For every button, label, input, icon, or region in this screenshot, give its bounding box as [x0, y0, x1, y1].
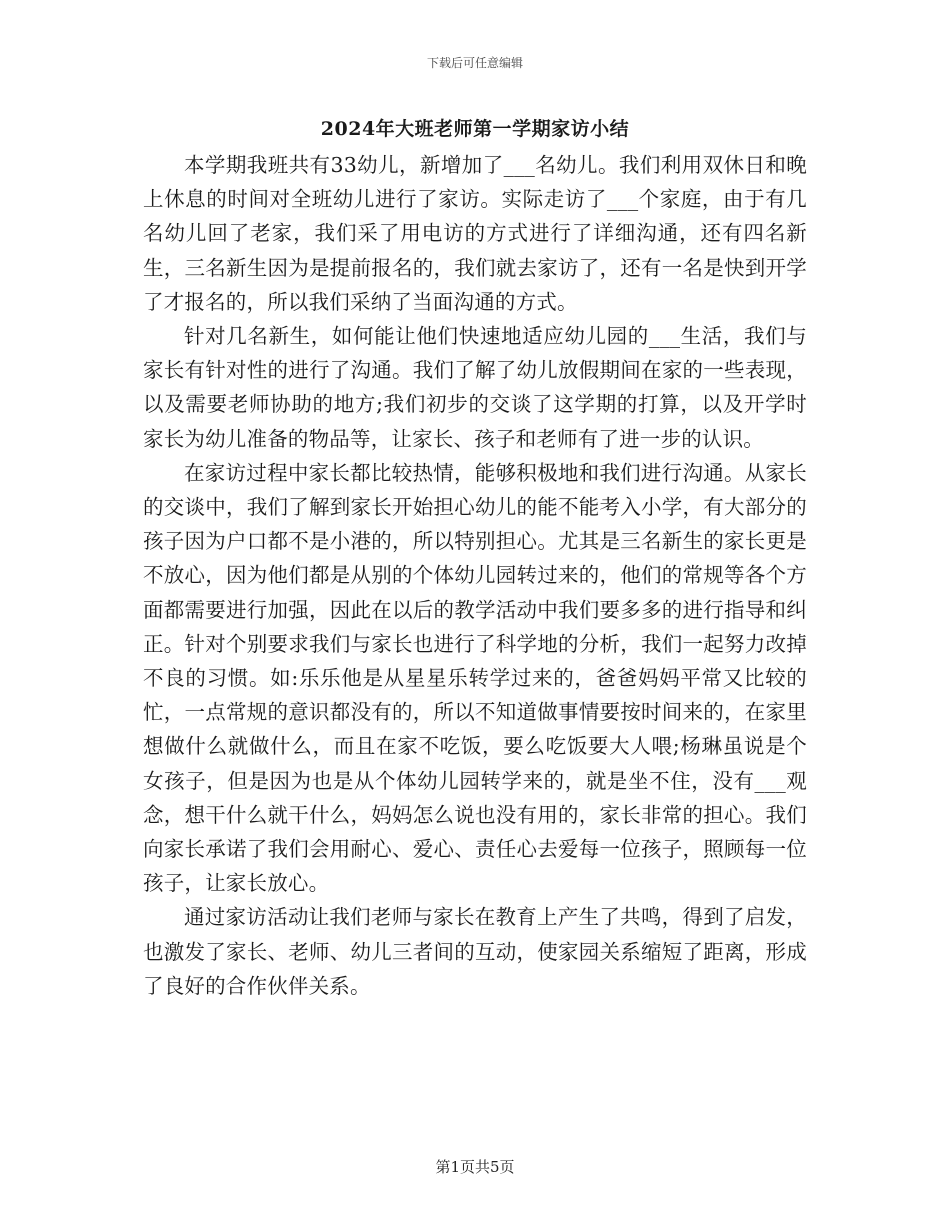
document-title: 2024年大班老师第一学期家访小结	[320, 118, 630, 140]
paragraph-parent-concerns: 在家访过程中家长都比较热情，能够积极地和我们进行沟通。从家长的交谈中，我们了解到家长开始担心幼儿的能不能考入小学，有大部分的孩子因为户口都不是小港的，所以特别担心。尤其是三名新生的家长更是不放心，因为他们都是从别的个体幼儿园转过来的，他们的常规等各个方面都需要进行加强，因此在以后的教学活动中我们要多多的进行指导和纠正。针对个别要求我们与家长也进行了科学地的分析，我们一起努力改掉不良的习惯。如:乐乐他是从星星乐转学过来的，爸爸妈妈平常又比较的忙，一点常规的意识都没有的，所以不知道做事情要按时间来的，在家里想做什么就做什么，而且在家不吃饭，要么吃饭要大人喂;杨琳虽说是个女孩子，但是因为也是从个体幼儿园转学来的，就是坐不住，没有___观念，想干什么就干什么，妈妈怎么说也没有用的，家长非常的担心。我们向家长承诺了我们会用耐心、爱心、责任心去爱每一位孩子，照顾每一位孩子，让家长放心。	[143, 460, 807, 896]
editable-note: 下载后可任意编辑	[426, 56, 523, 70]
paragraph-new-students: 针对几名新生，如何能让他们快速地适应幼儿园的___生活，我们与家长有针对性的进行了沟通。我们了解了幼儿放假期间在家的一些表现，以及需要老师协助的地方;我们初步的交谈了这学期的打算，以及开学时家长为幼儿准备的物品等，让家长、孩子和老师有了进一步的认识。	[143, 324, 807, 451]
paragraph-home-visits: 本学期我班共有33幼儿，新增加了___名幼儿。我们利用双休日和晚上休息的时间对全班幼儿进行了家访。实际走访了___个家庭，由于有几名幼儿回了老家，我们采了用电访的方式进行了详细沟通，还有四名新生，三名新生因为是提前报名的，我们就去家访了，还有一名是快到开学了才报名的，所以我们采纳了当面沟通的方式。	[143, 153, 807, 314]
page-number: 第1页共5页	[435, 1158, 515, 1176]
paragraph-conclusion: 通过家访活动让我们老师与家长在教育上产生了共鸣，得到了启发，也激发了家长、老师、幼儿三者间的互动，使家园关系缩短了距离，形成了良好的合作伙伴关系。	[143, 905, 807, 998]
document-body	[143, 148, 807, 1003]
